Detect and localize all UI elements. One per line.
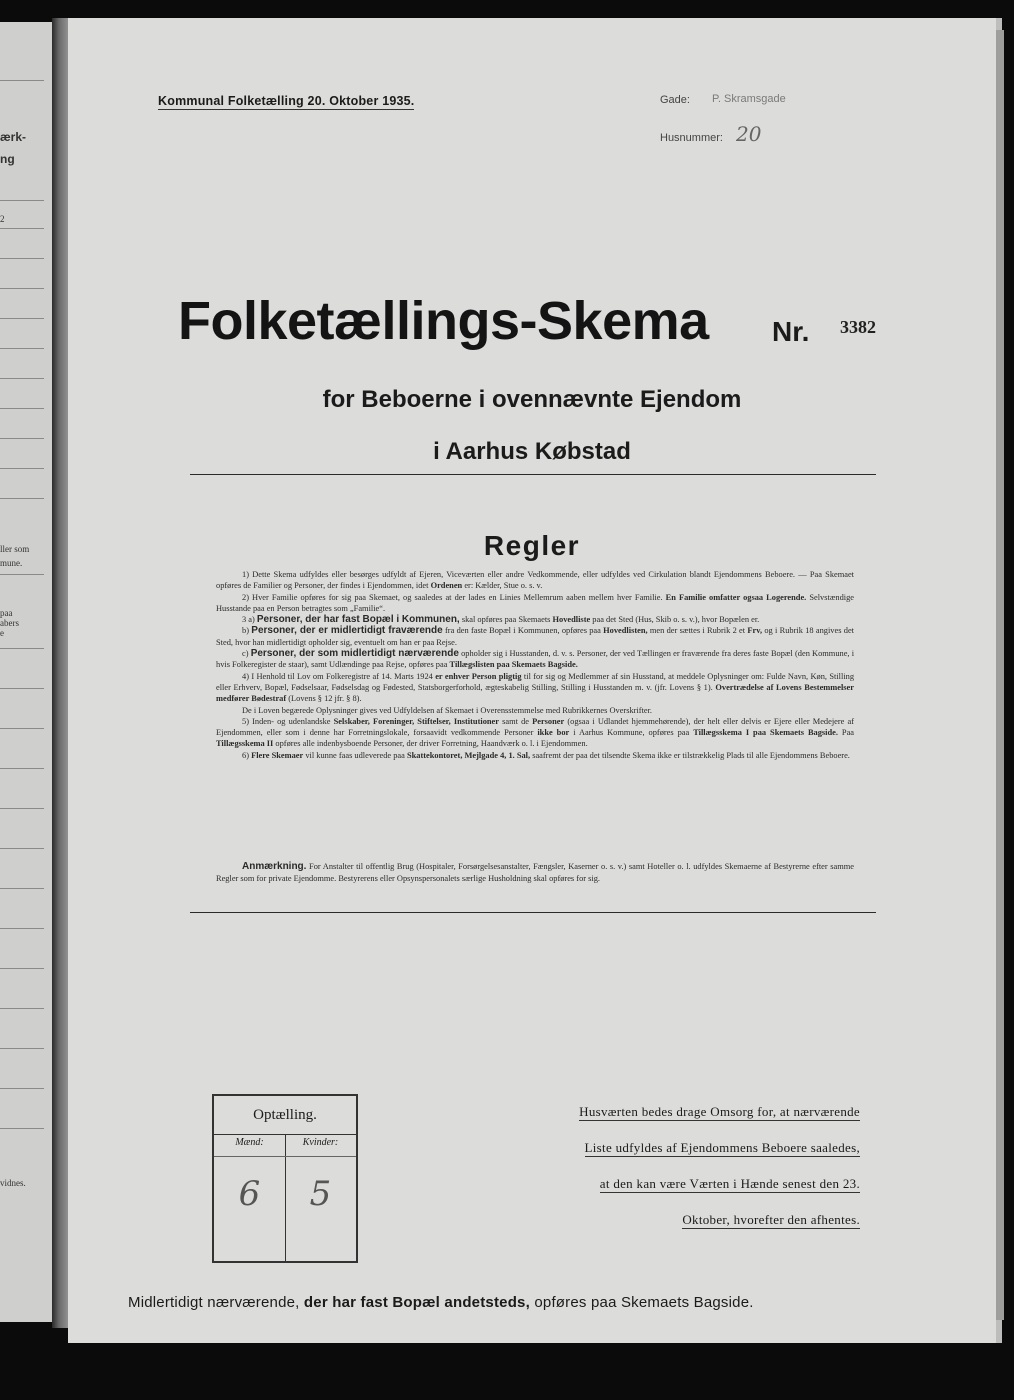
left-rule	[0, 498, 44, 499]
men-column	[214, 1134, 286, 1261]
remark-text: For Anstalter til offentlig Brug (Hospitaler, Forsørgelsesanstalter, Fængsler, Kaserner o. s. v.) samt Hoteller o. l. udfyldes Skemaerne af Bestyrerne efter samme Regler som for private Ejendomme. Bestyrerens eller Opsynspersonalets særlige Husholdning skal opføres for sig.	[216, 862, 854, 883]
rule-5-bold: Selskaber, Foreninger, Stiftelser, Institutioner	[333, 716, 499, 726]
rule-1-text: 1) Dette Skema udfyldes eller besørges udfyldt af Ejeren, Viceværten eller andre Vedkommende, eller udfyldes ved Cirkulation blandt Ejendommens Beboere. — Paa Skemaet opføres de Familier og Personer, der findes i Ejendommen, idet	[216, 570, 854, 591]
count-box-title: Optælling.	[214, 1096, 356, 1135]
rule-5-mid4: Paa	[841, 728, 855, 738]
rule-3c	[216, 648, 854, 671]
footer-pre: Midlertidigt nærværende,	[128, 1294, 300, 1311]
left-rule	[0, 318, 44, 319]
remark-section	[216, 861, 854, 884]
rule-2-text: 2) Hver Familie opføres for sig paa Skemaet, og saaledes at der lades en Linies Mellemrum aaben mellem hver Familie.	[242, 592, 663, 602]
left-rule	[0, 1128, 44, 1129]
rule-4-text: 4) I Henhold til Lov om Folkeregistre af 14. Marts 1924	[242, 671, 433, 681]
rule-1-bold: Ordenen	[430, 581, 463, 591]
rule-5	[216, 716, 854, 750]
left-rule	[0, 1008, 44, 1009]
rule-3c-bold: Tillægslisten paa Skemaets Bagside.	[449, 660, 578, 670]
footer-bold: der har fast Bopæl andetsteds,	[303, 1294, 530, 1311]
left-rule	[0, 408, 44, 409]
rule-4-end: (Lovens § 12 jfr. § 8).	[288, 694, 362, 704]
left-rule	[0, 808, 44, 809]
rule-4-mid: til for sig og Medlemmer af sin Husstand, at meddele Oplysninger om: Fulde Navn, Køn, Stilling eller Erhverv, Bopæl, Fødselsaar, Fødselsdag og Fødested, Statsborgerforhold, ægteskabelig Stilling, Stilling i Husstanden m. v. (jfr. Lovens § 1).	[216, 671, 855, 692]
rule-5-end: opføres alle indenbysboende Personer, der driver Forretning, Haandværk o. l. i Ejendommen.	[275, 739, 588, 749]
footer-instruction	[128, 1294, 754, 1311]
remark-paragraph	[216, 861, 854, 884]
men-label-rule	[214, 1156, 285, 1157]
rule-6-end: saafremt der paa det tilsendte Skema ikke er tilstrækkelig Plads til alle Ejendommens Beboere.	[532, 750, 850, 760]
left-rule	[0, 728, 44, 729]
landlord-notice	[520, 1104, 860, 1248]
rule-6-bold: Flere Skemaer	[251, 750, 304, 760]
rule-6-bold2: Skattekontoret, Mejlgade 4, 1. Sal,	[406, 750, 531, 760]
census-header-label: Kommunal Folketælling 20. Oktober 1935.	[158, 94, 415, 108]
left-rule	[0, 648, 44, 649]
rule-3a-bold: Hovedliste	[552, 615, 591, 625]
rule-3b-bold2: Frv,	[747, 626, 763, 636]
rule-3a-number: 3 a)	[242, 615, 255, 625]
women-label-rule	[285, 1156, 356, 1157]
left-fragment: paa	[0, 608, 13, 618]
left-rule	[0, 1088, 44, 1089]
rule-3a-end: paa det Sted (Hus, Skib o. s. v.), hvor Bopælen er.	[592, 615, 760, 625]
rule-3b-number: b)	[242, 626, 249, 636]
form-title: Folketællings-Skema	[178, 291, 709, 351]
rule-6-number: 6)	[242, 750, 249, 760]
women-label: Kvinder:	[302, 1137, 339, 1148]
left-rule	[0, 438, 44, 439]
left-rule	[0, 1048, 44, 1049]
left-rule	[0, 928, 44, 929]
rule-4b: De i Loven begærede Oplysninger gives ved Udfyldelsen af Skemaet i Overensstemmelse med Rubrikkernes Overskrifter.	[242, 705, 653, 715]
census-form-page	[68, 18, 1002, 1343]
form-location: i Aarhus Købstad	[433, 438, 631, 465]
rule-4-bold: er enhver Person pligtig	[435, 671, 522, 681]
house-number-value: 20	[736, 122, 762, 146]
form-number-label: Nr.	[772, 316, 810, 347]
form-subtitle: for Beboerne i ovennævnte Ejendom	[322, 386, 742, 413]
street-value: P. Skramsgade	[712, 93, 786, 105]
rule-6	[216, 750, 854, 761]
house-number-label: Husnummer:	[660, 132, 723, 144]
rule-1-end: er: Kælder, Stue o. s. v.	[464, 581, 543, 591]
rule-3c-heading: Personer, der som midlertidigt nærværende	[250, 648, 459, 660]
footer-post: opføres paa Skemaets Bagside.	[534, 1294, 754, 1311]
rules-text	[216, 569, 854, 761]
notice-line-1: Husværten bedes drage Omsorg for, at nærværende	[579, 1104, 860, 1119]
men-label: Mænd:	[235, 1137, 264, 1148]
rule-3b-bold: Hovedlisten,	[603, 626, 648, 636]
rule-3b-heading: Personer, der er midlertidigt fraværende	[251, 625, 443, 637]
rule-3a-text: skal opføres paa Skemaets	[461, 615, 551, 625]
rule-5-bold3: ikke bor	[537, 728, 570, 738]
rule-5-bold2: Personer	[532, 716, 565, 726]
left-rule	[0, 968, 44, 969]
street-label: Gade:	[660, 94, 690, 106]
left-facing-page	[0, 22, 54, 1322]
left-rule	[0, 768, 44, 769]
notice-line-2: Liste udfyldes af Ejendommens Beboere saaledes,	[584, 1140, 860, 1155]
left-rule	[0, 200, 44, 201]
left-fragment: mune.	[0, 558, 23, 568]
rule-2-bold: En Familie omfatter ogsaa Logerende.	[665, 592, 807, 602]
left-fragment: ærk-	[0, 130, 27, 144]
left-rule	[0, 258, 44, 259]
divider-bottom	[190, 912, 876, 913]
notice-line-4: Oktober, hvorefter den afhentes.	[682, 1212, 860, 1227]
women-count: 5	[309, 1174, 332, 1214]
left-rule	[0, 848, 44, 849]
rule-3c-number: c)	[242, 649, 249, 659]
rule-4-bold2: Overtrædelse af Lovens Bestemmelser medfører Bødestraf	[216, 682, 854, 704]
page-edge	[996, 30, 1004, 1320]
remark-heading: Anmærkning.	[242, 861, 307, 872]
left-fragment: ng	[0, 152, 15, 166]
rule-6-text: vil kunne faas udleverede paa	[305, 750, 405, 760]
left-rule	[0, 288, 44, 289]
left-fragment: abers	[0, 618, 19, 628]
divider-top	[190, 474, 876, 475]
left-rule	[0, 888, 44, 889]
left-rule	[0, 468, 44, 469]
rule-2-end: Selvstændige Husstande paa en Person betragtes som „Familie“.	[216, 592, 855, 613]
rules-heading: Regler	[483, 530, 581, 561]
rule-3a	[216, 614, 854, 625]
rule-5-bold4: Tillægsskema I paa Skemaets Bagside.	[693, 728, 838, 738]
rule-5-mid2: (ogsaa i Udlandet hjemmehørende), der helt eller delvis er Ejere eller Medejere af Ejendommen, eller som i denne har Forretningslokale, forsaavidt vedkommende Personer	[216, 716, 855, 738]
rule-3c-text: opholder sig i Husstanden, d. v. s. Personer, der ved Tællingen er fraværende fra deres faste Bopæl (den Kommune, i hvis Folkeregister de staar), samt Udlændinge paa Rejse, opføres paa	[216, 649, 855, 670]
rule-4	[216, 671, 854, 705]
rule-3b	[216, 625, 854, 648]
form-number-value: 3382	[840, 317, 876, 337]
count-box	[212, 1094, 358, 1263]
rule-5-mid: samt de	[502, 716, 529, 726]
rule-1	[216, 569, 854, 592]
notice-line-3: at den kan være Værten i Hænde senest den 23.	[599, 1176, 860, 1191]
left-fragment: e	[0, 628, 4, 638]
rule-5-bold5: Tillægsskema II	[216, 739, 274, 749]
left-rule	[0, 688, 44, 689]
women-column	[285, 1134, 356, 1261]
left-rule	[0, 574, 44, 575]
rule-3b-text2: men der sættes i Rubrik 2 et	[649, 626, 746, 636]
left-rule	[0, 378, 44, 379]
rule-2	[216, 592, 854, 615]
rule-3a-heading: Personer, der har fast Bopæl i Kommunen,	[256, 614, 460, 626]
men-count: 6	[238, 1174, 261, 1214]
rule-3b-text: fra den faste Bopæl i Kommunen, opføres paa	[445, 626, 601, 636]
left-fragment: vidnes.	[0, 1178, 26, 1188]
rule-5-text: 5) Inden- og udenlandske	[242, 716, 331, 726]
rule-3b-end: og i Rubrik 18 angives det Sted, hvor han midlertidigt opholder sig, eventuelt om han er paa Rejse.	[216, 626, 854, 647]
left-fragment: ller som	[0, 544, 30, 554]
left-rule	[0, 228, 44, 229]
left-fragment: 2	[0, 214, 5, 224]
left-rule	[0, 348, 44, 349]
left-rule	[0, 80, 44, 81]
rule-5-mid3: i Aarhus Kommune, opføres paa	[573, 728, 690, 738]
